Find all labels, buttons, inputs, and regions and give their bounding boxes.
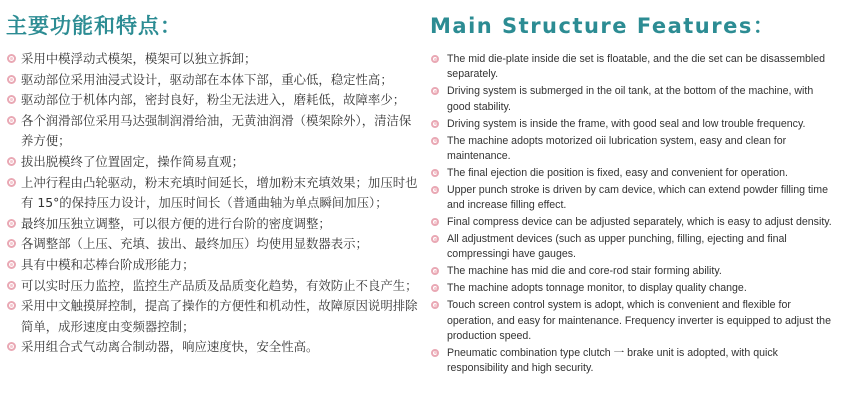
list-item: [6, 337, 418, 358]
bullet-circle-icon: [431, 55, 439, 63]
feature-text: All adjustment devices (such as upper punching, filling, ejecting and final compressingi have gauges.: [447, 233, 787, 261]
feature-text: The machine has mid die and core-rod stair forming ability.: [447, 265, 722, 278]
bullet-circle-icon: [431, 186, 439, 194]
bullet-circle-icon: [7, 342, 16, 351]
bullet-circle-icon: [431, 284, 439, 292]
english-feature-list: [430, 52, 838, 378]
list-item: [6, 214, 418, 235]
bullet-circle-icon: [7, 157, 16, 166]
bullet-circle-icon: [7, 219, 16, 228]
feature-text: 上冲行程由凸轮驱动，粉末充填时间延长，增加粉末充填效果；加压时也有 15°的保持压力设计，加压时间长（普通曲轴为单点瞬间加压）；: [21, 174, 418, 211]
bullet-circle-icon: [431, 218, 439, 226]
bullet-circle-icon: [7, 75, 16, 84]
feature-text: The mid die-plate inside die set is floatable, and the die set can be disassembled separately.: [447, 53, 826, 81]
feature-text: The final ejection die position is fixed, easy and convenient for operation.: [447, 166, 788, 179]
list-item: [6, 49, 418, 70]
list-item: [6, 152, 418, 173]
bullet-circle-icon: [431, 137, 439, 145]
list-item: [6, 173, 418, 214]
list-item: [430, 134, 838, 165]
feature-text: The machine adopts motorized oii lubrication system, easy and clean for maintenance.: [447, 134, 787, 162]
list-item: [6, 234, 418, 255]
feature-text: 采用中模浮动式模架，模架可以独立拆卸；: [21, 51, 257, 66]
list-item: [430, 215, 838, 230]
feature-text: Touch screen control system is adopt, which is convenient and flexible for operation, and easy for maintenance. Frequency inverter is equipped to adjust the production speed.: [447, 299, 831, 342]
list-item: [6, 111, 418, 152]
bullet-circle-icon: [7, 95, 16, 104]
feature-text: Final compress device can be adjusted separately, which is easy to adjust density.: [447, 216, 832, 229]
english-section-title: Main Structure Features：: [430, 14, 776, 38]
bullet-circle-icon: [7, 54, 16, 63]
bullet-circle-icon: [431, 87, 439, 95]
feature-text: Upper punch stroke is driven by cam device, which can extend powder filling time and increase filling effect.: [447, 183, 828, 212]
bullet-circle-icon: [7, 281, 16, 290]
bullet-circle-icon: [7, 178, 16, 187]
list-item: [430, 52, 838, 83]
list-item: [430, 166, 838, 181]
feature-text: 拔出脱模终了位置固定，操作简易直观；: [21, 153, 245, 169]
bullet-circle-icon: [431, 349, 439, 357]
list-item: [6, 276, 418, 297]
feature-text: 采用组合式气动离合制动器，响应速度快，安全性高。: [21, 339, 319, 355]
chinese-feature-list: [6, 49, 418, 358]
bullet-circle-icon: [431, 169, 439, 177]
feature-text: 各调整部（上压、充填、拔出、最终加压）均使用显数器表示；: [21, 236, 368, 252]
list-item: [430, 346, 838, 377]
feature-text: 具有中模和芯棒台阶成形能力；: [21, 256, 195, 272]
bullet-circle-icon: [7, 116, 16, 125]
list-item: [430, 281, 838, 296]
list-item: [430, 298, 838, 344]
list-item: [430, 264, 838, 279]
bullet-circle-icon: [431, 301, 439, 309]
list-item: [430, 232, 838, 263]
list-item: [6, 90, 418, 111]
bullet-circle-icon: [431, 267, 439, 275]
feature-text: 驱动部位于机体内部，密封良好，粉尘无法进入，磨耗低，故障率少；: [21, 92, 406, 108]
feature-text: The machine adopts tonnage monitor, to display quality change.: [447, 282, 747, 295]
feature-text: Driving system is inside the frame, with good seal and low trouble frequency.: [447, 117, 806, 130]
bullet-circle-icon: [431, 235, 439, 243]
feature-text: 可以实时压力监控，监控生产品质及品质变化趋势，有效防止不良产生；: [21, 277, 418, 293]
bullet-circle-icon: [7, 260, 16, 269]
bullet-circle-icon: [7, 301, 16, 310]
feature-text: 驱动部位采用油浸式设计，驱动部在本体下部，重心低，稳定性高；: [21, 71, 393, 87]
feature-text: Driving system is submerged in the oil tank, at the bottom of the machine, with good stability.: [447, 85, 814, 113]
list-item: [430, 183, 838, 214]
feature-text: 各个润滑部位采用马达强制润滑给油，无黄油润滑（模架除外），清洁保养方便；: [21, 112, 412, 149]
list-item: [430, 84, 838, 115]
feature-text: Pneumatic combination type clutch 一 brake unit is adopted, with quick responsibility and high security.: [447, 346, 778, 375]
list-item: [430, 117, 838, 132]
list-item: [6, 70, 418, 91]
bullet-circle-icon: [431, 120, 439, 128]
list-item: [6, 296, 418, 337]
feature-text: 最终加压独立调整，可以很方便的进行台阶的密度调整；: [21, 215, 331, 231]
list-item: [6, 255, 418, 276]
feature-text: 采用中文触摸屏控制，提高了操作的方便性和机动性，故障原因说明排除简单，成形速度由变频器控制；: [21, 298, 418, 334]
chinese-section-title: 主要功能和特点：: [6, 14, 182, 38]
bullet-circle-icon: [7, 239, 16, 248]
